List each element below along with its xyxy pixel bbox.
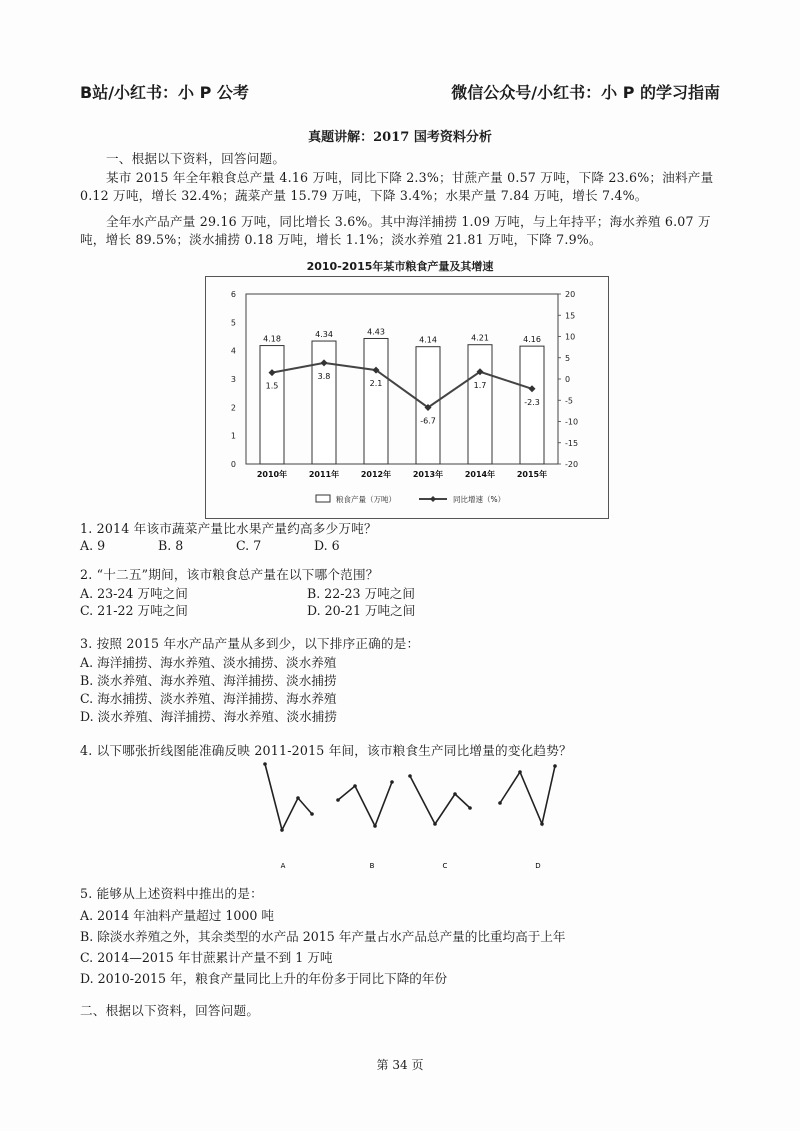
growth-value-label: -6.7: [420, 416, 436, 426]
y-right-tick-label: -20: [565, 460, 579, 469]
bar-value-label: 4.43: [367, 327, 385, 337]
q4-option-point: [553, 764, 557, 768]
page-title: 真题讲解：2017 国考资料分析: [308, 130, 492, 145]
bar: [260, 346, 284, 464]
q3-option-b[interactable]: B. 淡水养殖、海水养殖、海洋捕捞、淡水捕捞: [80, 673, 337, 688]
y-right-tick-label: -15: [565, 438, 579, 448]
q5-option-b[interactable]: B. 除淡水养殖之外，其余类型的水产品 2015 年产量占水产品总产量的比重均高于上年: [80, 929, 566, 944]
chart-title: 2010-2015年某市粮食产量及其增速: [306, 260, 494, 273]
q4-option-line[interactable]: [338, 782, 392, 826]
q1-option-c[interactable]: C. 7: [236, 538, 262, 553]
q4-option-point: [453, 792, 457, 796]
q3-text: 3. 按照 2015 年水产品产量从多到少，以下排序正确的是：: [80, 636, 420, 651]
legend-bar-swatch: [316, 495, 330, 502]
section1-para2: 全年水产品产量 29.16 万吨，同比增长 3.6%。其中海洋捕捞 1.09 万吨，与上年持平；海水养殖 6.07 万吨，增长 89.5%；淡水捕捞 0.18 万吨，增长 1.1%；淡水养殖 21.81 万吨，下降 7.9%。: [80, 214, 711, 247]
header-left: B站/小红书：小 P 公考: [80, 83, 249, 102]
q4-text: 4. 以下哪张折线图能准确反映 2011-2015 年间，该市粮食生产同比增量的变化趋势？: [80, 743, 572, 758]
q4-option-point: [310, 812, 314, 816]
q4-option-line[interactable]: [500, 766, 555, 824]
growth-value-label: -2.3: [524, 397, 540, 407]
q4-option-label: A: [280, 862, 286, 870]
x-tick-label: 2013年: [412, 470, 444, 479]
page-number: 第 34 页: [376, 1058, 424, 1072]
q4-option-point: [468, 806, 472, 810]
growth-value-label: 3.8: [317, 371, 331, 381]
y-left-tick-label: 3: [230, 375, 236, 384]
y-right-tick-label: -5: [565, 396, 573, 406]
q4-option-point: [390, 780, 394, 784]
q4-option-point: [280, 828, 284, 832]
section1-para1: 某市 2015 年全年粮食总产量 4.16 万吨，同比下降 2.3%；甘蔗产量 0.57 万吨，下降 23.6%；油料产量 0.12 万吨，增长 32.4%；蔬菜产量 15.79 万吨，下降 3.4%；水果产量 7.84 万吨，增长 7.4%。: [80, 170, 714, 203]
x-tick-label: 2010年: [256, 470, 288, 479]
q3-option-d[interactable]: D. 淡水养殖、海洋捕捞、海水养殖、淡水捕捞: [80, 709, 337, 724]
q4-option-point: [263, 762, 267, 766]
y-left-tick-label: 1: [230, 431, 236, 441]
bar-value-label: 4.18: [263, 334, 281, 344]
chart: [206, 277, 608, 518]
q5-options: [80, 905, 566, 989]
y-right-tick-label: 5: [565, 353, 571, 363]
q2-text: 2. “十二五”期间，该市粮食总产量在以下哪个范围？: [80, 567, 379, 582]
q4-option-label: B: [369, 862, 375, 870]
q4-option-point: [296, 796, 300, 800]
q4-option-point: [373, 824, 377, 828]
section1-heading: [80, 150, 720, 168]
q4-option-label: C: [442, 862, 448, 870]
x-tick-label: 2011年: [308, 470, 340, 479]
q4-line-options: [230, 758, 590, 878]
q4-option-point: [540, 822, 544, 826]
y-right-tick-label: 15: [565, 311, 576, 321]
q2-option-a[interactable]: A. 23-24 万吨之间: [80, 586, 188, 601]
x-tick-label: 2014年: [464, 470, 496, 479]
q1-text: 1. 2014 年该市蔬菜产量比水果产量约高多少万吨？: [80, 521, 377, 536]
y-left-tick-label: 4: [230, 346, 236, 356]
legend-line-label: 同比增速（%）: [453, 495, 506, 504]
y-right-tick-label: 10: [565, 332, 576, 342]
y-left-tick-label: 2: [230, 403, 236, 413]
y-right-tick-label: 0: [565, 375, 571, 384]
q3-options: [80, 654, 337, 726]
growth-value-label: 1.5: [265, 381, 279, 391]
growth-value-label: 2.1: [369, 379, 383, 389]
q5-option-a[interactable]: A. 2014 年油料产量超过 1000 吨: [80, 908, 274, 923]
bar: [364, 338, 388, 464]
q2-option-d[interactable]: D. 20-21 万吨之间: [307, 603, 416, 618]
bar: [468, 345, 492, 464]
q2-option-b[interactable]: B. 22-23 万吨之间: [307, 586, 415, 601]
q4-option-point: [353, 784, 357, 788]
y-left-tick-label: 0: [230, 460, 236, 469]
q3-option-a[interactable]: A. 海洋捕捞、海水养殖、淡水捕捞、淡水养殖: [80, 655, 337, 670]
bar-value-label: 4.14: [419, 335, 437, 345]
q4-option-line[interactable]: [410, 776, 470, 824]
x-tick-label: 2012年: [360, 470, 392, 479]
q5-option-c[interactable]: C. 2014—2015 年甘蔗累计产量不到 1 万吨: [80, 950, 333, 965]
growth-value-label: 1.7: [473, 380, 487, 390]
q4-option-line[interactable]: [265, 764, 312, 830]
q4-option-point: [408, 774, 412, 778]
chart-frame: [205, 276, 609, 519]
q2-option-c[interactable]: C. 21-22 万吨之间: [80, 603, 188, 618]
y-right-tick-label: -10: [565, 417, 579, 427]
header-right: 微信公众号/小红书：小 P 的学习指南: [451, 83, 720, 102]
q4-option-point: [433, 822, 437, 826]
q1-options: [80, 537, 340, 554]
section2-heading: 二、根据以下资料，回答问题。: [80, 1003, 260, 1018]
q1-option-b[interactable]: B. 8: [158, 538, 184, 553]
q1-option-a[interactable]: A. 9: [80, 538, 106, 553]
growth-line: [272, 363, 532, 408]
bar-value-label: 4.16: [523, 335, 541, 345]
plot-area: [246, 294, 558, 464]
bar-value-label: 4.21: [471, 333, 489, 343]
y-left-tick-label: 6: [230, 290, 236, 299]
q5-text: 5. 能够从上述资料中推出的是：: [80, 886, 263, 901]
bar-value-label: 4.34: [315, 330, 333, 340]
y-left-tick-label: 5: [230, 318, 236, 328]
legend-bar-label: 粮食产量（万吨）: [336, 495, 396, 504]
x-tick-label: 2015年: [516, 470, 548, 479]
q4-option-point: [498, 801, 502, 805]
q5-option-d[interactable]: D. 2010-2015 年，粮食产量同比上升的年份多于同比下降的年份: [80, 971, 448, 986]
q4-option-label: D: [535, 862, 541, 870]
section1-heading-text: 一、根据以下资料，回答问题。: [106, 151, 286, 166]
q4-option-point: [518, 770, 522, 774]
q2-options: [80, 585, 415, 619]
legend-line-marker: [430, 496, 436, 502]
q4-option-point: [336, 798, 340, 802]
q1-option-d[interactable]: D. 6: [314, 538, 340, 553]
q3-option-c[interactable]: C. 海水捕捞、淡水养殖、海洋捕捞、海水养殖: [80, 691, 337, 706]
y-right-tick-label: 20: [565, 290, 576, 299]
